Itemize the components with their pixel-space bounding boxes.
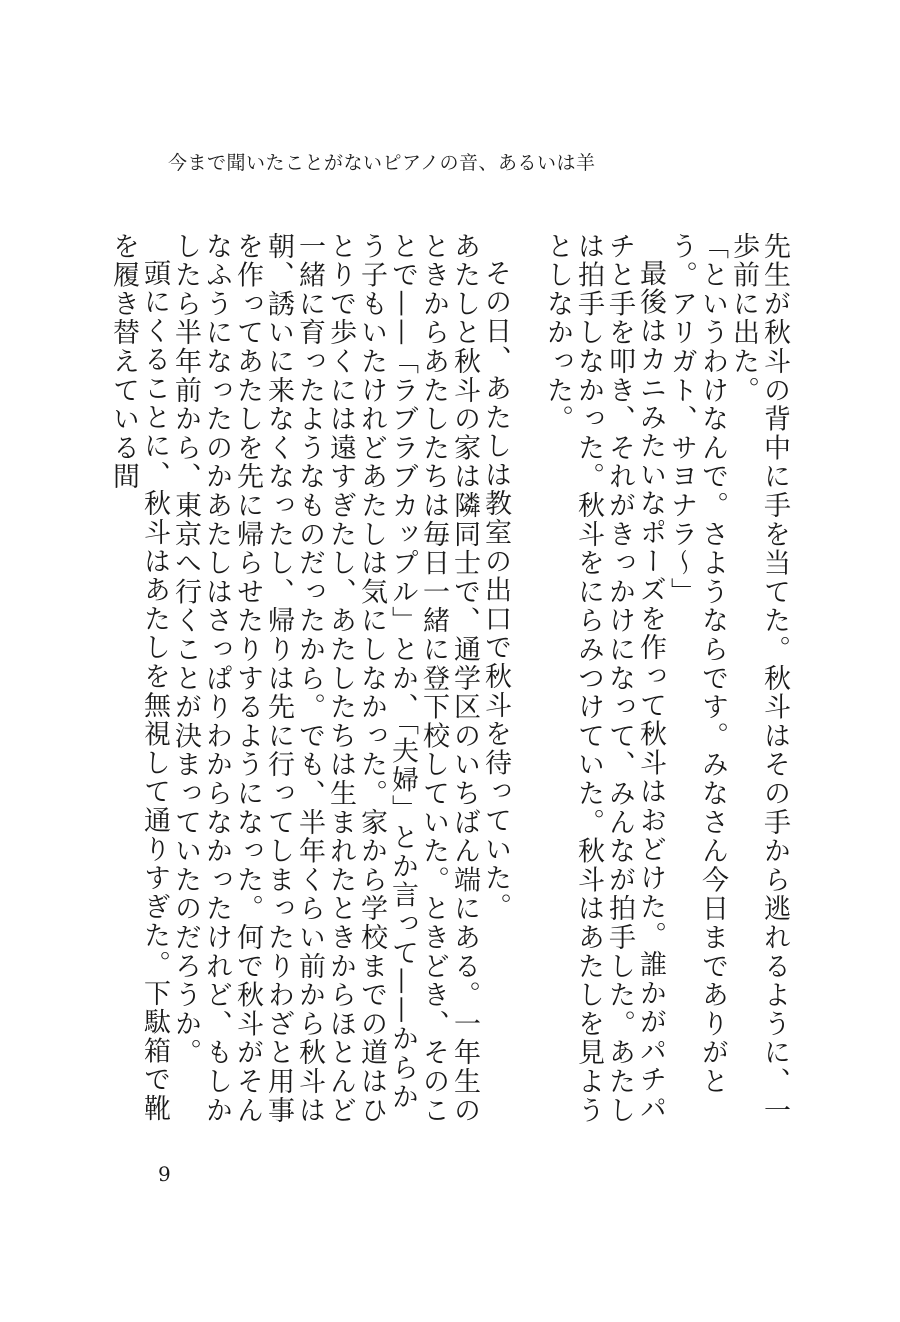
paragraph-3: 最後はカニみたいなポーズを作って秋斗はおどけた。誰かがパチパチと手を叩き、それがきっかけになって、みんなが拍手した。あたしは拍手しなかった。秋斗をにらみつけていた。秋斗はあたしを見ようとしなかった。 [542,232,666,1125]
paragraph-5: あたしと秋斗の家は隣同士で、通学区のいちばん端にある。一年生のときからあたしたちは毎日一緒に登下校していた。ときどき、そのことで——「ラブラブカップル」とか、「夫婦」とか言って——からかう子もいたけれどあたしは気にしなかった。家から学校までの道はひとりで歩くには遠すぎたし、あたしたちは生まれたときからほとんど一緒に育ったようなものだったから。でも、半年くらい前から秋斗は朝、誘いに来なくなったし、帰りは先に行ってしまったりわざと用事を作ってあたしを先に帰らせたりするようになった。何で秋斗がそんなふうになったのかあたしはさっぱりわからなかったけれど、もしかしたら半年前から、東京へ行くことが決まっていたのだろうか。 [170,232,480,1125]
page-body-text [108,232,790,1132]
paragraph-4: その日、あたしは教室の出口で秋斗を待っていた。 [480,259,511,922]
paragraph-2: 「というわけなんで。さようならです。みなさん今日までありがとう。アリガト、サヨナラ〜」 [666,232,728,1096]
paragraph-6: 頭にくることに、秋斗はあたしを無視して通りすぎた。下駄箱で靴を履き替えている間 [108,232,170,1123]
running-header: 今まで聞いたことがないピアノの音、あるいは羊 [168,152,596,174]
paragraph-1: 先生が秋斗の背中に手を当てた。秋斗はその手から逃れるように、一歩前に出た。 [728,232,790,1125]
paragraph-break [511,232,542,1132]
page-number: 9 [158,1162,171,1186]
